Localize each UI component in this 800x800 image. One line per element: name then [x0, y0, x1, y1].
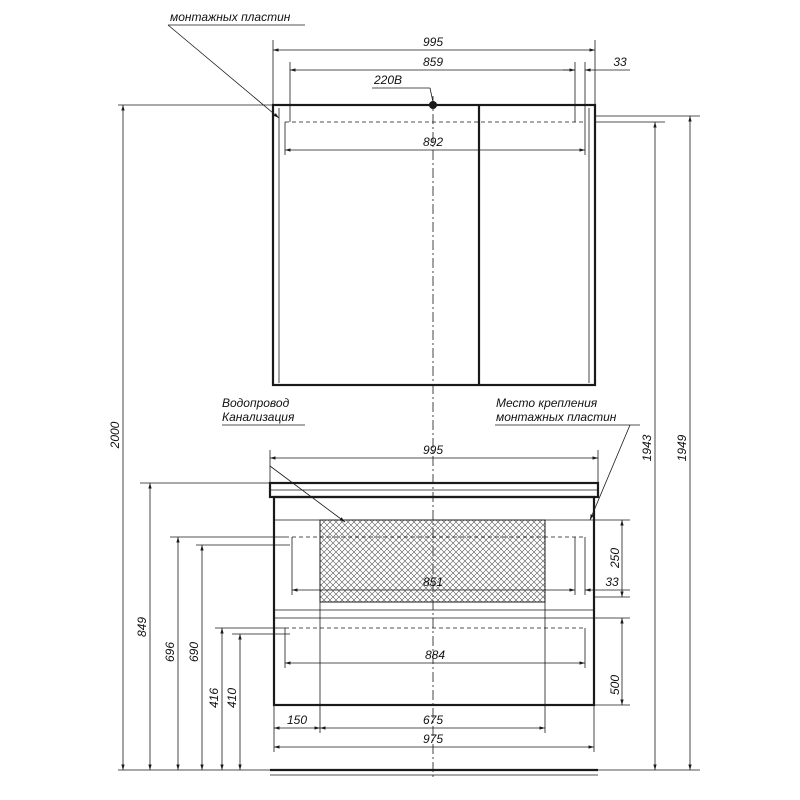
callout-mount-1: Место крепления — [496, 396, 598, 410]
label-h1943: 1943 — [640, 434, 654, 462]
power-socket-icon — [429, 101, 437, 109]
cabinet-dimensions — [273, 40, 630, 155]
vertical-dimensions — [118, 105, 700, 770]
label-width-675: 675 — [422, 713, 444, 727]
label-height-250: 250 — [608, 547, 622, 569]
label-cabinet-offset: 33 — [613, 55, 627, 69]
callout-water-2: Канализация — [222, 410, 295, 424]
label-drawer-span: 851 — [422, 575, 444, 589]
label-power: 220В — [374, 73, 403, 87]
callout-top-plates: монтажных пластин — [170, 10, 291, 24]
label-h690: 690 — [187, 641, 201, 663]
label-vanity-plate-span: 884 — [424, 648, 446, 662]
label-h1949: 1949 — [675, 434, 689, 462]
label-h410: 410 — [225, 687, 239, 709]
label-vanity-top-width: 995 — [422, 443, 444, 457]
label-offset-150: 150 — [286, 713, 308, 727]
label-height-500: 500 — [608, 674, 622, 696]
label-h849: 849 — [135, 616, 149, 638]
label-cabinet-inner-width: 859 — [422, 55, 444, 69]
callout-mount-2: монтажных пластин — [496, 410, 617, 424]
label-h416: 416 — [207, 687, 221, 709]
label-h2000: 2000 — [108, 421, 122, 449]
label-vanity-offset: 33 — [605, 575, 619, 589]
callout-water-1: Водопровод — [222, 396, 290, 410]
vanity-callouts — [222, 425, 640, 522]
label-cabinet-width: 995 — [422, 35, 444, 49]
label-cabinet-plate-span: 892 — [422, 135, 444, 149]
label-h696: 696 — [163, 641, 177, 663]
label-width-975: 975 — [422, 732, 444, 746]
